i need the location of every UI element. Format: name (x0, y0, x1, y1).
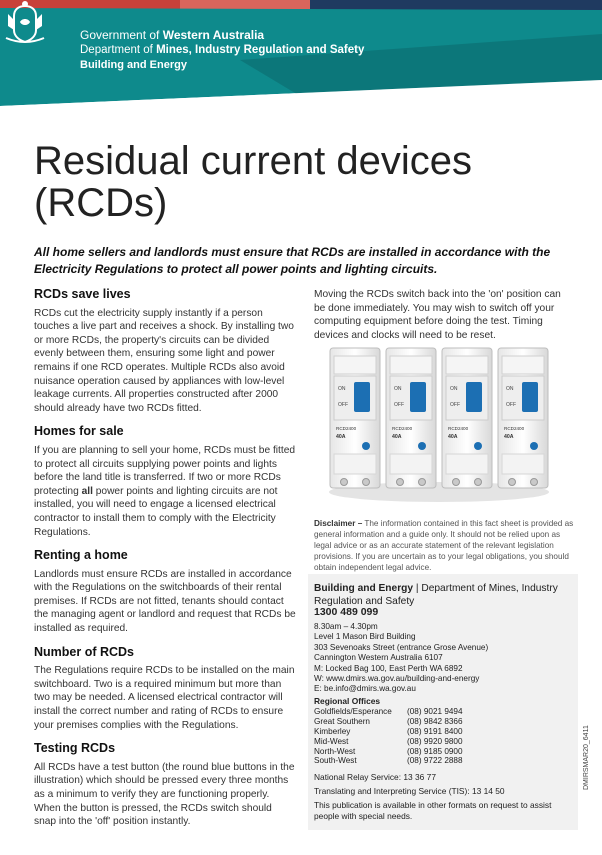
rcd-illustration (326, 342, 552, 504)
division-name: Building and Energy (80, 59, 187, 71)
rcd-off-label: OFF (506, 402, 516, 408)
rcd-rating-label: 40A (336, 434, 346, 440)
section-body: Landlords must ensure RCDs are installed in accordance with the Regulations on the switchboards of their rental premises. If RCDs are not fitted, tenants should contact the managing agent or landlord and request that RCDs be installed as required. (34, 568, 296, 635)
list-item: Great Southern (08) 9842 8366 (314, 716, 463, 726)
regional-offices-list (314, 707, 514, 766)
rcd-model-label: RCD2400 (504, 426, 525, 431)
department-name: Department of Mines, Industry Regulation and Safety (80, 44, 365, 56)
office-details: 8.30am – 4.30pm Level 1 Mason Bird Building 303 Sevenoaks Street (entrance Grose Avenue) Cannington Western Australia 6107 M: Locked Bag 100, East Perth WA 6892 W: www.dmirs.wa.gov.au/building-and-energy E: be.info@dmirs.wa.gov.au (314, 622, 572, 695)
section-heading: Renting a home (34, 548, 128, 563)
rcd-model-label: RCD2400 (392, 426, 413, 431)
section-heading: Homes for sale (34, 424, 124, 439)
testing-continued-text: Moving the RCDs switch back into the 'on' position can be done immediately. You may wish to switch off your computing equipment before doing the test. Timing devices and clocks will need to be reset. (314, 289, 561, 341)
website-link[interactable]: W: www.dmirs.wa.gov.au/building-and-energy (314, 674, 480, 684)
rcd-switch-lever (466, 382, 482, 412)
rcd-rating-label: 40A (504, 434, 514, 440)
header-band (0, 0, 602, 115)
rcd-test-button (362, 442, 370, 450)
translating-service: Translating and Interpreting Service (TIS): 13 14 50 (314, 786, 505, 796)
phone-number: 1300 489 099 (314, 606, 379, 618)
rcd-model-label: RCD2400 (448, 426, 469, 431)
section-body: The Regulations require RCDs to be installed on the main switchboard. Two is a required minimum but more than two may be needed. A licensed electrical contractor will install the correct number and rating of RCDs to ensure your premises complies with the Regulations. (34, 665, 295, 731)
rcd-test-button (418, 442, 426, 450)
list-item: Mid-West (08) 9920 9800 (314, 736, 463, 746)
rcd-switch-lever (354, 382, 370, 412)
section-heading: RCDs save lives (34, 287, 131, 301)
intro-statement: All home sellers and landlords must ensure that RCDs are installed in accordance with the Electricity Regulations to protect all power points and lighting circuits. (34, 245, 551, 276)
rcd-off-label: OFF (394, 402, 404, 408)
national-relay-service: National Relay Service: 13 36 77 (314, 772, 436, 782)
list-item: Kimberley (08) 9191 8400 (314, 726, 463, 736)
section-body: RCDs cut the electricity supply instantly if a person touches a live part and receives a shock. By installing two or more RCDs, the property's circuits can be divided evenly between them, ensuring some light and power remains if one RCD operates. Multiple RCDs also avoid nuisance operation caused by appliances with low-level leakage currents. All properties constructed after 2000 should already have two RCDs fitted. (34, 307, 294, 414)
section-body: All RCDs have a test button (the round blue buttons in the illustration) which should be pressed every three months as a minimum to verify they are functioning properly. When the button is pressed, the RCDs switch should snap into the 'off' position instantly. (34, 761, 295, 828)
contact-info-box (308, 574, 578, 830)
rcd-test-button (530, 442, 538, 450)
list-item: North-West (08) 9185 0900 (314, 746, 463, 756)
regional-offices-title: Regional Offices (314, 696, 381, 706)
wa-government-crest-icon (0, 0, 50, 44)
rcd-test-button (474, 442, 482, 450)
rcd-unit (386, 348, 436, 488)
left-column (34, 288, 296, 839)
list-item: Goldfields/Esperance (08) 9021 9494 (314, 707, 463, 716)
rcd-unit (442, 348, 492, 488)
rcd-unit (498, 348, 548, 488)
availability-note: This publication is available in other formats on request to assist people with special needs. (314, 800, 552, 821)
rcd-on-label: ON (506, 386, 514, 392)
mail-address: M: Locked Bag 100, East Perth WA 6892 (314, 663, 463, 673)
rcd-on-label: ON (394, 386, 402, 392)
list-item: South-West (08) 9722 2888 (314, 756, 463, 766)
email-link[interactable]: E: be.info@dmirs.wa.gov.au (314, 684, 416, 694)
section-heading: Number of RCDs (34, 644, 135, 659)
rcd-unit (330, 348, 380, 488)
rcd-model-label: RCD2400 (336, 426, 357, 431)
disclaimer: Disclaimer – The information contained in this fact sheet is provided as general information and a guide only. It should not be relied upon as legal advice or as an accurate statement of the relevant legislation provisions. If you are uncertain as to your legal obligations, you should obtain independent legal advice. (314, 519, 574, 572)
section-heading: Testing RCDs (34, 741, 116, 756)
rcd-off-label: OFF (338, 402, 348, 408)
rcd-on-label: ON (450, 386, 458, 392)
section-body: If you are planning to sell your home, RCDs must be fitted to protect all circuits supplying power points and lights before the land title is transferred. If two or more RCDs protecting all power points and lighting circuits are not installed, you will need to engage a licensed electrical contractor to install them to comply with the Electricity Regulations. (34, 444, 296, 538)
rcd-on-label: ON (338, 386, 346, 392)
rcd-rating-label: 40A (448, 434, 458, 440)
rcd-rating-label: 40A (392, 434, 402, 440)
organisation-name: Building and Energy | Department of Mines, Industry Regulation and Safety (314, 583, 558, 607)
rcd-off-label: OFF (450, 402, 460, 408)
page-title: Residual current devices (RCDs) (34, 139, 472, 225)
document-code: DMIRSMAR20_6411 (583, 725, 590, 790)
rcd-switch-lever (410, 382, 426, 412)
rcd-switch-lever (522, 382, 538, 412)
government-name: Government of Western Australia (80, 28, 265, 42)
header-background (0, 0, 602, 115)
